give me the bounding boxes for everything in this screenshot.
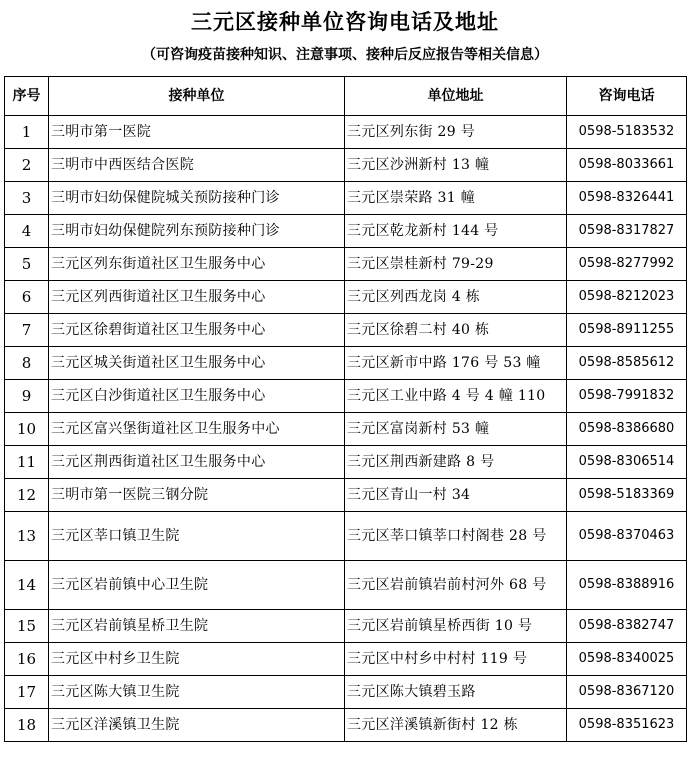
cell-no: 2 — [5, 149, 49, 182]
cell-phone: 0598-7991832 — [567, 380, 687, 413]
cell-unit: 三元区陈大镇卫生院 — [49, 676, 345, 709]
cell-no: 13 — [5, 512, 49, 561]
cell-phone: 0598-8306514 — [567, 446, 687, 479]
table-row — [5, 479, 687, 512]
cell-no: 7 — [5, 314, 49, 347]
cell-unit: 三明市妇幼保健院城关预防接种门诊 — [49, 182, 345, 215]
table-row — [5, 709, 687, 742]
cell-address: 三元区崇荣路 31 幢 — [345, 182, 567, 215]
cell-phone: 0598-8367120 — [567, 676, 687, 709]
cell-phone: 0598-8382747 — [567, 610, 687, 643]
cell-address: 三元区工业中路 4 号 4 幢 110 — [345, 380, 567, 413]
cell-address: 三元区新市中路 176 号 53 幢 — [345, 347, 567, 380]
cell-phone: 0598-8388916 — [567, 561, 687, 610]
table-row — [5, 676, 687, 709]
cell-address: 三元区洋溪镇新街村 12 栋 — [345, 709, 567, 742]
cell-unit: 三元区白沙街道社区卫生服务中心 — [49, 380, 345, 413]
cell-no: 4 — [5, 215, 49, 248]
cell-no: 15 — [5, 610, 49, 643]
cell-address: 三元区崇桂新村 79-29 — [345, 248, 567, 281]
cell-address: 三元区中村乡中村村 119 号 — [345, 643, 567, 676]
cell-no: 18 — [5, 709, 49, 742]
cell-no: 6 — [5, 281, 49, 314]
cell-unit: 三明市中西医结合医院 — [49, 149, 345, 182]
cell-phone: 0598-8386680 — [567, 413, 687, 446]
cell-phone: 0598-5183369 — [567, 479, 687, 512]
cell-no: 16 — [5, 643, 49, 676]
cell-unit: 三元区列东街道社区卫生服务中心 — [49, 248, 345, 281]
table-row — [5, 149, 687, 182]
cell-no: 12 — [5, 479, 49, 512]
table-row — [5, 248, 687, 281]
cell-no: 1 — [5, 116, 49, 149]
cell-address: 三元区荆西新建路 8 号 — [345, 446, 567, 479]
page-subtitle: （可咨询疫苗接种知识、注意事项、接种后反应报告等相关信息） — [142, 47, 548, 63]
cell-phone: 0598-8033661 — [567, 149, 687, 182]
table-row — [5, 314, 687, 347]
cell-phone: 0598-5183532 — [567, 116, 687, 149]
table-row — [5, 561, 687, 610]
cell-phone: 0598-8351623 — [567, 709, 687, 742]
cell-no: 3 — [5, 182, 49, 215]
cell-unit: 三元区城关街道社区卫生服务中心 — [49, 347, 345, 380]
cell-phone: 0598-8212023 — [567, 281, 687, 314]
page-title: 三元区接种单位咨询电话及地址 — [191, 9, 499, 34]
cell-unit: 三元区岩前镇中心卫生院 — [49, 561, 345, 610]
table-row — [5, 512, 687, 561]
cell-phone: 0598-8317827 — [567, 215, 687, 248]
table-row — [5, 413, 687, 446]
cell-phone: 0598-8277992 — [567, 248, 687, 281]
cell-unit: 三元区列西街道社区卫生服务中心 — [49, 281, 345, 314]
table-row — [5, 182, 687, 215]
cell-phone: 0598-8911255 — [567, 314, 687, 347]
cell-address: 三元区富岗新村 53 幢 — [345, 413, 567, 446]
cell-unit: 三元区徐碧街道社区卫生服务中心 — [49, 314, 345, 347]
cell-unit: 三元区荆西街道社区卫生服务中心 — [49, 446, 345, 479]
cell-address: 三元区岩前镇岩前村河外 68 号 — [345, 561, 567, 610]
cell-unit: 三明市第一医院三钢分院 — [49, 479, 345, 512]
cell-no: 5 — [5, 248, 49, 281]
table-row — [5, 643, 687, 676]
cell-phone: 0598-8370463 — [567, 512, 687, 561]
cell-address: 三元区岩前镇星桥西街 10 号 — [345, 610, 567, 643]
cell-no: 10 — [5, 413, 49, 446]
cell-address: 三元区莘口镇莘口村阁巷 28 号 — [345, 512, 567, 561]
cell-phone: 0598-8326441 — [567, 182, 687, 215]
cell-phone: 0598-8340025 — [567, 643, 687, 676]
cell-no: 8 — [5, 347, 49, 380]
cell-address: 三元区沙洲新村 13 幢 — [345, 149, 567, 182]
cell-unit: 三元区莘口镇卫生院 — [49, 512, 345, 561]
clinic-table — [4, 76, 687, 742]
cell-unit: 三元区富兴堡街道社区卫生服务中心 — [49, 413, 345, 446]
table-row — [5, 446, 687, 479]
cell-unit: 三明市第一医院 — [49, 116, 345, 149]
table-row — [5, 116, 687, 149]
table-header-row — [5, 77, 687, 116]
header-phone: 咨询电话 — [567, 77, 687, 116]
cell-address: 三元区列西龙岗 4 栋 — [345, 281, 567, 314]
table-row — [5, 380, 687, 413]
header-unit: 接种单位 — [49, 77, 345, 116]
cell-no: 11 — [5, 446, 49, 479]
header-address: 单位地址 — [345, 77, 567, 116]
table-row — [5, 610, 687, 643]
cell-phone: 0598-8585612 — [567, 347, 687, 380]
cell-address: 三元区徐碧二村 40 栋 — [345, 314, 567, 347]
cell-no: 9 — [5, 380, 49, 413]
cell-address: 三元区陈大镇碧玉路 — [345, 676, 567, 709]
header-no: 序号 — [5, 77, 49, 116]
cell-unit: 三明市妇幼保健院列东预防接种门诊 — [49, 215, 345, 248]
cell-no: 14 — [5, 561, 49, 610]
cell-address: 三元区列东街 29 号 — [345, 116, 567, 149]
cell-address: 三元区青山一村 34 — [345, 479, 567, 512]
cell-unit: 三元区岩前镇星桥卫生院 — [49, 610, 345, 643]
table-row — [5, 215, 687, 248]
cell-unit: 三元区中村乡卫生院 — [49, 643, 345, 676]
table-row — [5, 281, 687, 314]
cell-unit: 三元区洋溪镇卫生院 — [49, 709, 345, 742]
cell-address: 三元区乾龙新村 144 号 — [345, 215, 567, 248]
cell-no: 17 — [5, 676, 49, 709]
table-row — [5, 347, 687, 380]
